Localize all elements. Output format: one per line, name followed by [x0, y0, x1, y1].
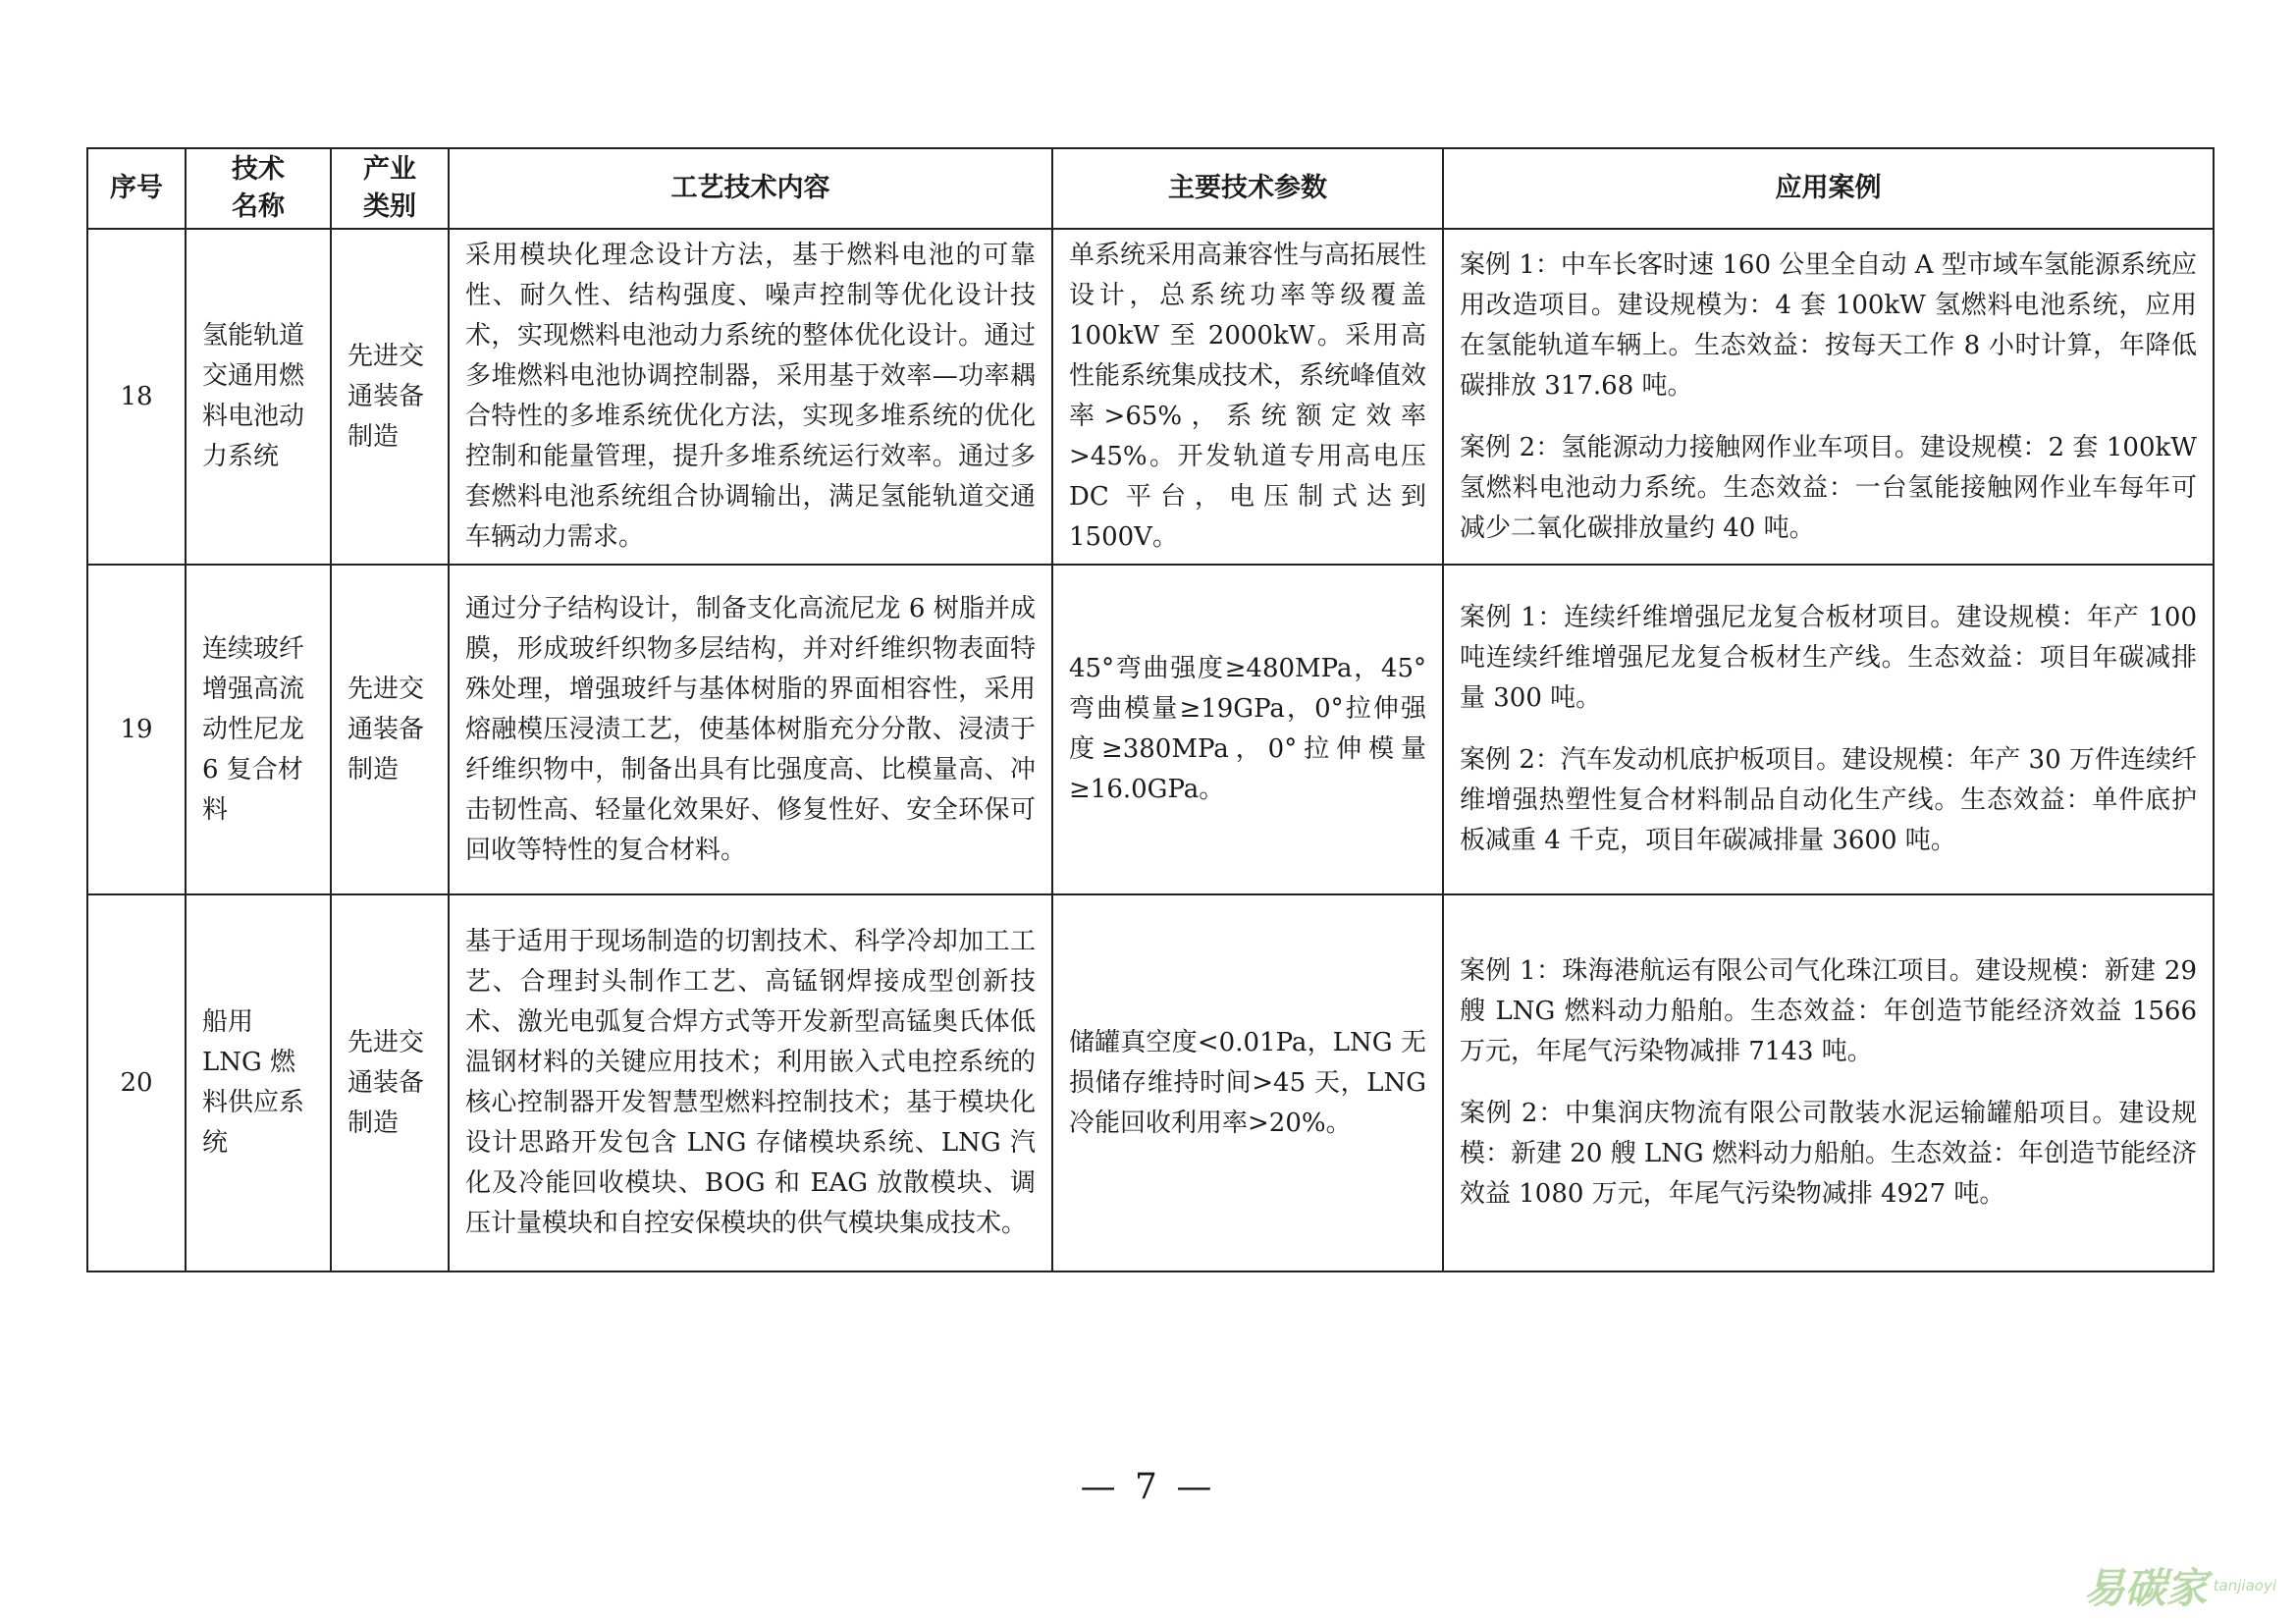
case-2: 案例 2：中集润庆物流有限公司散装水泥运输罐船项目。建设规模：新建 20 艘 LNG 燃料动力船舶。生态效益：年创造节能经济效益 1080 万元，年尾气污染物减排 4927 吨。 — [1460, 1099, 2197, 1209]
table-row — [87, 894, 2214, 1271]
header-name — [186, 148, 331, 229]
cell-cases — [1443, 565, 2214, 894]
header-num: 序号 — [87, 148, 186, 229]
cell-cases — [1443, 229, 2214, 565]
cell-num: 20 — [87, 894, 186, 1271]
case-1: 案例 1：珠海港航运有限公司气化珠江项目。建设规模：新建 29 艘 LNG 燃料动力船舶。生态效益：年创造节能经济效益 1566 万元，年尾气污染物减排 7143 吨。 — [1460, 956, 2197, 1066]
header-name-label: 技术 名称 — [232, 154, 285, 222]
cell-category: 先进交通装备制造 — [331, 894, 449, 1271]
cell-params: 45°弯曲强度≥480MPa，45°弯曲模量≥19GPa，0°拉伸强度≥380MPa，0°拉伸模量≥16.0GPa。 — [1052, 565, 1443, 894]
table-header-row — [87, 148, 2214, 229]
cell-name: 船用 LNG 燃料供应系统 — [186, 894, 331, 1271]
table-row — [87, 565, 2214, 894]
cell-num: 18 — [87, 229, 186, 565]
cell-category: 先进交通装备制造 — [331, 229, 449, 565]
cell-name: 连续玻纤增强高流动性尼龙 6 复合材料 — [186, 565, 331, 894]
cell-num: 19 — [87, 565, 186, 894]
cell-category: 先进交通装备制造 — [331, 565, 449, 894]
case-1: 案例 1：中车长客时速 160 公里全自动 A 型市域车氢能源系统应用改造项目。建设规模为：4 套 100kW 氢燃料电池系统，应用在氢能轨道车辆上。生态效益：按每天工作 8 小时计算，年降低碳排放 317.68 吨。 — [1460, 249, 2197, 401]
cell-name: 氢能轨道交通用燃料电池动力系统 — [186, 229, 331, 565]
header-params: 主要技术参数 — [1052, 148, 1443, 229]
cell-params: 储罐真空度<0.01Pa，LNG 无损储存维持时间>45 天，LNG 冷能回收利用率>20%。 — [1052, 894, 1443, 1271]
cell-content: 采用模块化理念设计方法，基于燃料电池的可靠性、耐久性、结构强度、噪声控制等优化设计技术，实现燃料电池动力系统的整体优化设计。通过多堆燃料电池协调控制器，采用基于效率—功率耦合特性的多堆系统优化方法，实现多堆系统的优化控制和能量管理，提升多堆系统运行效率。通过多套燃料电池系统组合协调输出，满足氢能轨道交通车辆动力需求。 — [449, 229, 1052, 565]
technology-table — [86, 147, 2215, 1272]
watermark-subtext: tanjiaoyi — [2213, 1577, 2276, 1595]
header-cases: 应用案例 — [1443, 148, 2214, 229]
cell-cases — [1443, 894, 2214, 1271]
table-row — [87, 229, 2214, 565]
cell-params: 单系统采用高兼容性与高拓展性设计，总系统功率等级覆盖 100kW 至 2000kW。采用高性能系统集成技术，系统峰值效率>65%，系统额定效率>45%。开发轨道专用高电压 DC 平台，电压制式达到 1500V。 — [1052, 229, 1443, 565]
cell-content: 通过分子结构设计，制备支化高流尼龙 6 树脂并成膜，形成玻纤织物多层结构，并对纤维织物表面特殊处理，增强玻纤与基体树脂的界面相容性，采用熔融模压浸渍工艺，使基体树脂充分分散、浸渍于纤维织物中，制备出具有比强度高、比模量高、冲击韧性高、轻量化效果好、修复性好、安全环保可回收等特性的复合材料。 — [449, 565, 1052, 894]
watermark-logo — [2084, 1556, 2276, 1615]
header-category-label: 产业 类别 — [363, 154, 416, 222]
cell-content: 基于适用于现场制造的切割技术、科学冷却加工工艺、合理封头制作工艺、高锰钢焊接成型创新技术、激光电弧复合焊方式等开发新型高锰奥氏体低温钢材料的关键应用技术；利用嵌入式电控系统的核心控制器开发智慧型燃料控制技术；基于模块化设计思路开发包含 LNG 存储模块系统、LNG 汽化及冷能回收模块、BOG 和 EAG 放散模块、调压计量模块和自控安保模块的供气模块集成技术。 — [449, 894, 1052, 1271]
case-2: 案例 2：氢能源动力接触网作业车项目。建设规模：2 套 100kW 氢燃料电池动力系统。生态效益：一台氢能接触网作业车每年可减少二氧化碳排放量约 40 吨。 — [1460, 432, 2197, 543]
case-1: 案例 1：连续纤维增强尼龙复合板材项目。建设规模：年产 100 吨连续纤维增强尼龙复合板材生产线。生态效益：项目年碳减排量 300 吨。 — [1460, 603, 2197, 713]
header-content: 工艺技术内容 — [449, 148, 1052, 229]
page-number: — 7 — — [1080, 1467, 1216, 1507]
case-2: 案例 2：汽车发动机底护板项目。建设规模：年产 30 万件连续纤维增强热塑性复合材料制品自动化生产线。生态效益：单件底护板减重 4 千克，项目年碳减排量 3600 吨。 — [1460, 745, 2197, 855]
watermark-text: 易碳家 — [2083, 1564, 2208, 1612]
header-category — [331, 148, 449, 229]
